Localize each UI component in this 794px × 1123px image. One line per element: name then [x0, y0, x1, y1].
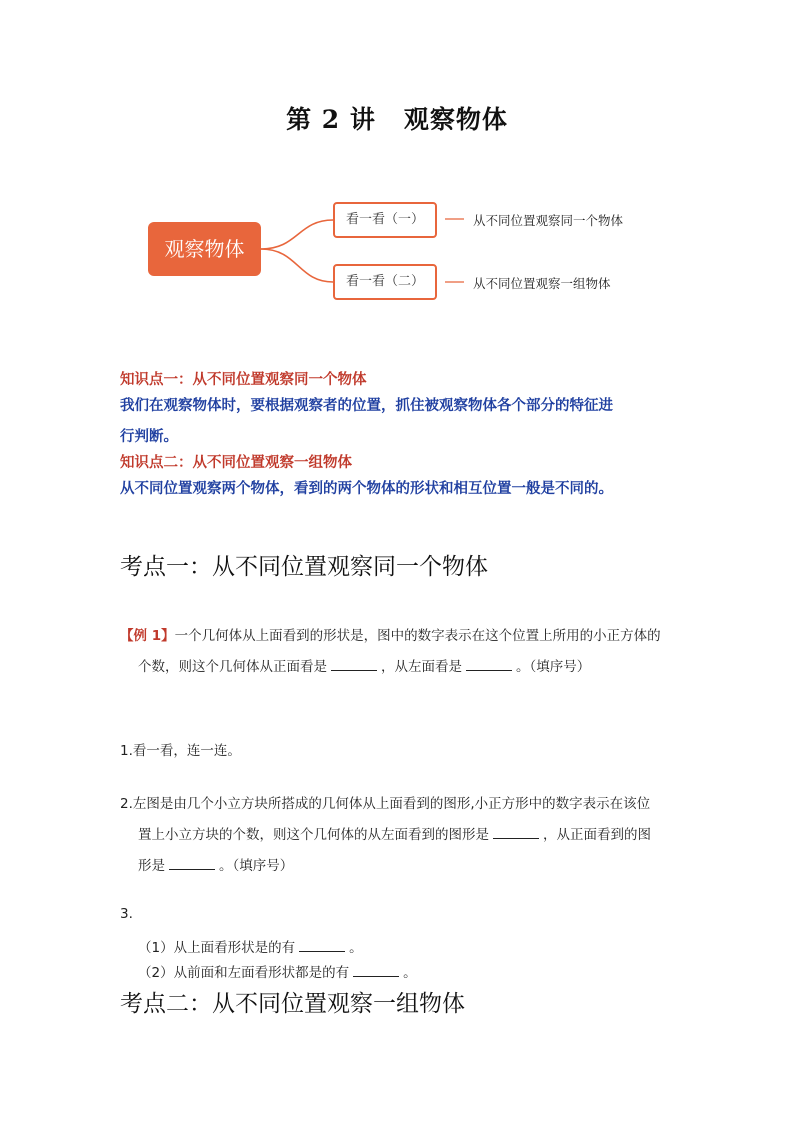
question-3-sub-1-end: 。	[349, 940, 363, 956]
mind-map	[148, 192, 668, 310]
lecture-topic: 观察物体	[403, 105, 508, 134]
section-2-heading: 考点二：从不同位置观察一组物体	[120, 991, 465, 1017]
question-2-text-3a: 形是	[138, 858, 165, 874]
knowledge-point-2-title: 知识点二：从不同位置观察一组物体	[120, 454, 352, 471]
example-1-line-1	[120, 624, 661, 644]
answer-blank-left[interactable]	[466, 660, 512, 671]
lecture-number: 第 2 讲	[286, 105, 376, 134]
answer-blank-q2-left[interactable]	[493, 828, 539, 839]
mind-map-leaf-2: 从不同位置观察一组物体	[473, 276, 611, 291]
knowledge-point-1-body-line-1: 我们在观察物体时，要根据观察者的位置，抓住被观察物体各个部分的特征进	[120, 397, 613, 414]
mind-map-leaf-1: 从不同位置观察同一个物体	[473, 213, 624, 228]
section-1-heading: 考点一：从不同位置观察同一个物体	[120, 554, 488, 580]
knowledge-point-2-body: 从不同位置观察两个物体，看到的两个物体的形状和相互位置一般是不同的。	[120, 480, 613, 497]
question-2-text-3b: 。（填序号）	[219, 858, 294, 874]
connector-branch-1	[261, 220, 333, 249]
question-3-sub-1	[138, 936, 363, 956]
example-1-line-2	[138, 655, 590, 675]
mind-map-branch-2: 看一看（二）	[333, 264, 437, 300]
knowledge-point-1-title: 知识点一：从不同位置观察同一个物体	[120, 371, 367, 388]
answer-blank-q3-1[interactable]	[299, 941, 345, 952]
question-2-text-2b: ，从正面看到的图	[543, 827, 651, 843]
connector-branch-2	[261, 249, 333, 282]
example-tag: 【例 1】	[120, 628, 175, 644]
question-3-sub-2-end: 。	[403, 965, 417, 981]
question-1: 1.看一看，连一连。	[120, 743, 241, 759]
question-3-sub-1-text: （1）从上面看形状是的有	[138, 940, 296, 956]
example-1-text-2a: 个数，则这个几何体从正面看是	[138, 659, 327, 675]
question-3-sub-2	[138, 961, 417, 981]
page-title	[0, 100, 794, 136]
answer-blank-q3-2[interactable]	[353, 966, 399, 977]
mind-map-root: 观察物体	[148, 222, 261, 276]
example-1-text-2c: 。（填序号）	[516, 659, 591, 675]
question-2-line-1: 2.左图是由几个小立方块所搭成的几何体从上面看到的图形,小正方形中的数字表示在该位	[120, 796, 651, 812]
question-3-sub-2-text: （2）从前面和左面看形状都是的有	[138, 965, 350, 981]
question-2-text-2a: 置上小立方块的个数，则这个几何体的从左面看到的图形是	[138, 827, 489, 843]
answer-blank-q2-front[interactable]	[169, 859, 215, 870]
knowledge-point-1-body-line-2: 行判断。	[120, 428, 178, 445]
question-2-line-3	[138, 854, 293, 874]
example-1-text-1: 一个几何体从上面看到的形状是，图中的数字表示在这个位置上所用的小正方体的	[174, 628, 661, 644]
example-1-text-2b: ，从左面看是	[381, 659, 462, 675]
question-2-line-2	[138, 823, 651, 843]
answer-blank-front[interactable]	[331, 660, 377, 671]
mind-map-branch-1: 看一看（一）	[333, 202, 437, 238]
question-3-number: 3.	[120, 906, 133, 922]
